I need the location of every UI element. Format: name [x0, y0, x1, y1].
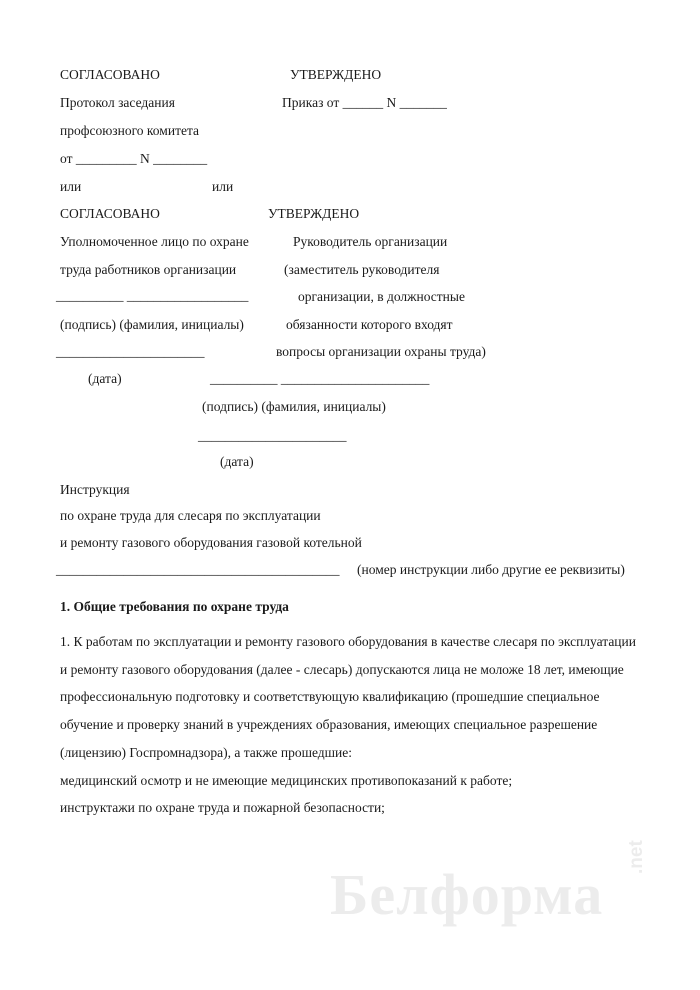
section-1-line: и ремонту газового оборудования (далее - слесарь) допускаются лица не моложе 18 лет, имеющие [60, 662, 624, 677]
section-1-line: обучение и проверку знаний в учреждениях образования, имеющих специальное разрешение [60, 717, 598, 732]
title-line-1: Инструкция [60, 482, 130, 497]
section-1-line: инструктажи по охране труда и пожарной безопасности; [60, 800, 385, 815]
head-line-2: (заместитель руководителя [284, 262, 440, 277]
authorized-person-line-2: труда работников организации [60, 262, 237, 277]
confirmed-heading-2: УТВЕРЖДЕНО [268, 206, 360, 221]
left-date-caption: (дата) [88, 371, 122, 386]
instruction-number-blank: __________________________________________ [56, 562, 340, 577]
left-sign-caption: (подпись) (фамилия, инициалы) [60, 317, 244, 332]
or-right: или [212, 179, 234, 194]
right-sign-caption: (подпись) (фамилия, инициалы) [202, 399, 386, 414]
committee-line: профсоюзного комитета [60, 123, 200, 138]
approved-heading-1: СОГЛАСОВАНО [60, 67, 160, 82]
right-date-blank: ______________________ [198, 428, 347, 443]
section-1-line: 1. К работам по эксплуатации и ремонту газового оборудования в качестве слесаря по эксплуатации [60, 634, 636, 649]
head-line-1: Руководитель организации [293, 234, 448, 249]
watermark-logo: Белформа [330, 862, 604, 927]
left-sign-blanks: __________ __________________ [56, 288, 249, 303]
right-sign-blanks: __________ ______________________ [210, 371, 430, 386]
authorized-person-line-1: Уполномоченное лицо по охране [60, 234, 249, 249]
watermark-suffix: .net [626, 840, 647, 874]
right-date-caption: (дата) [220, 454, 254, 469]
from-line: от _________ N ________ [60, 151, 208, 166]
or-left: или [60, 179, 82, 194]
left-date-blank: ______________________ [56, 344, 205, 359]
instruction-number-caption: (номер инструкции либо другие ее реквизиты) [357, 562, 625, 577]
section-1-line: медицинский осмотр и не имеющие медицинских противопоказаний к работе; [60, 773, 513, 788]
head-line-4: обязанности которого входят [286, 317, 453, 332]
order-line: Приказ от ______ N _______ [282, 95, 447, 110]
approved-heading-2: СОГЛАСОВАНО [60, 206, 160, 221]
confirmed-heading-1: УТВЕРЖДЕНО [290, 67, 382, 82]
title-line-2: по охране труда для слесаря по эксплуатации [60, 508, 321, 523]
title-line-3: и ремонту газового оборудования газовой котельной [60, 535, 362, 550]
head-line-3: организации, в должностные [298, 289, 465, 304]
protocol-line: Протокол заседания [60, 95, 175, 110]
head-line-5: вопросы организации охраны труда) [276, 344, 486, 359]
section-1-line: профессиональную подготовку и соответствующую квалификацию (прошедшие специальное [60, 689, 600, 704]
section-1-line: (лицензию) Госпромнадзора), а также прошедшие: [60, 745, 353, 760]
section-1-heading: 1. Общие требования по охране труда [60, 599, 289, 614]
